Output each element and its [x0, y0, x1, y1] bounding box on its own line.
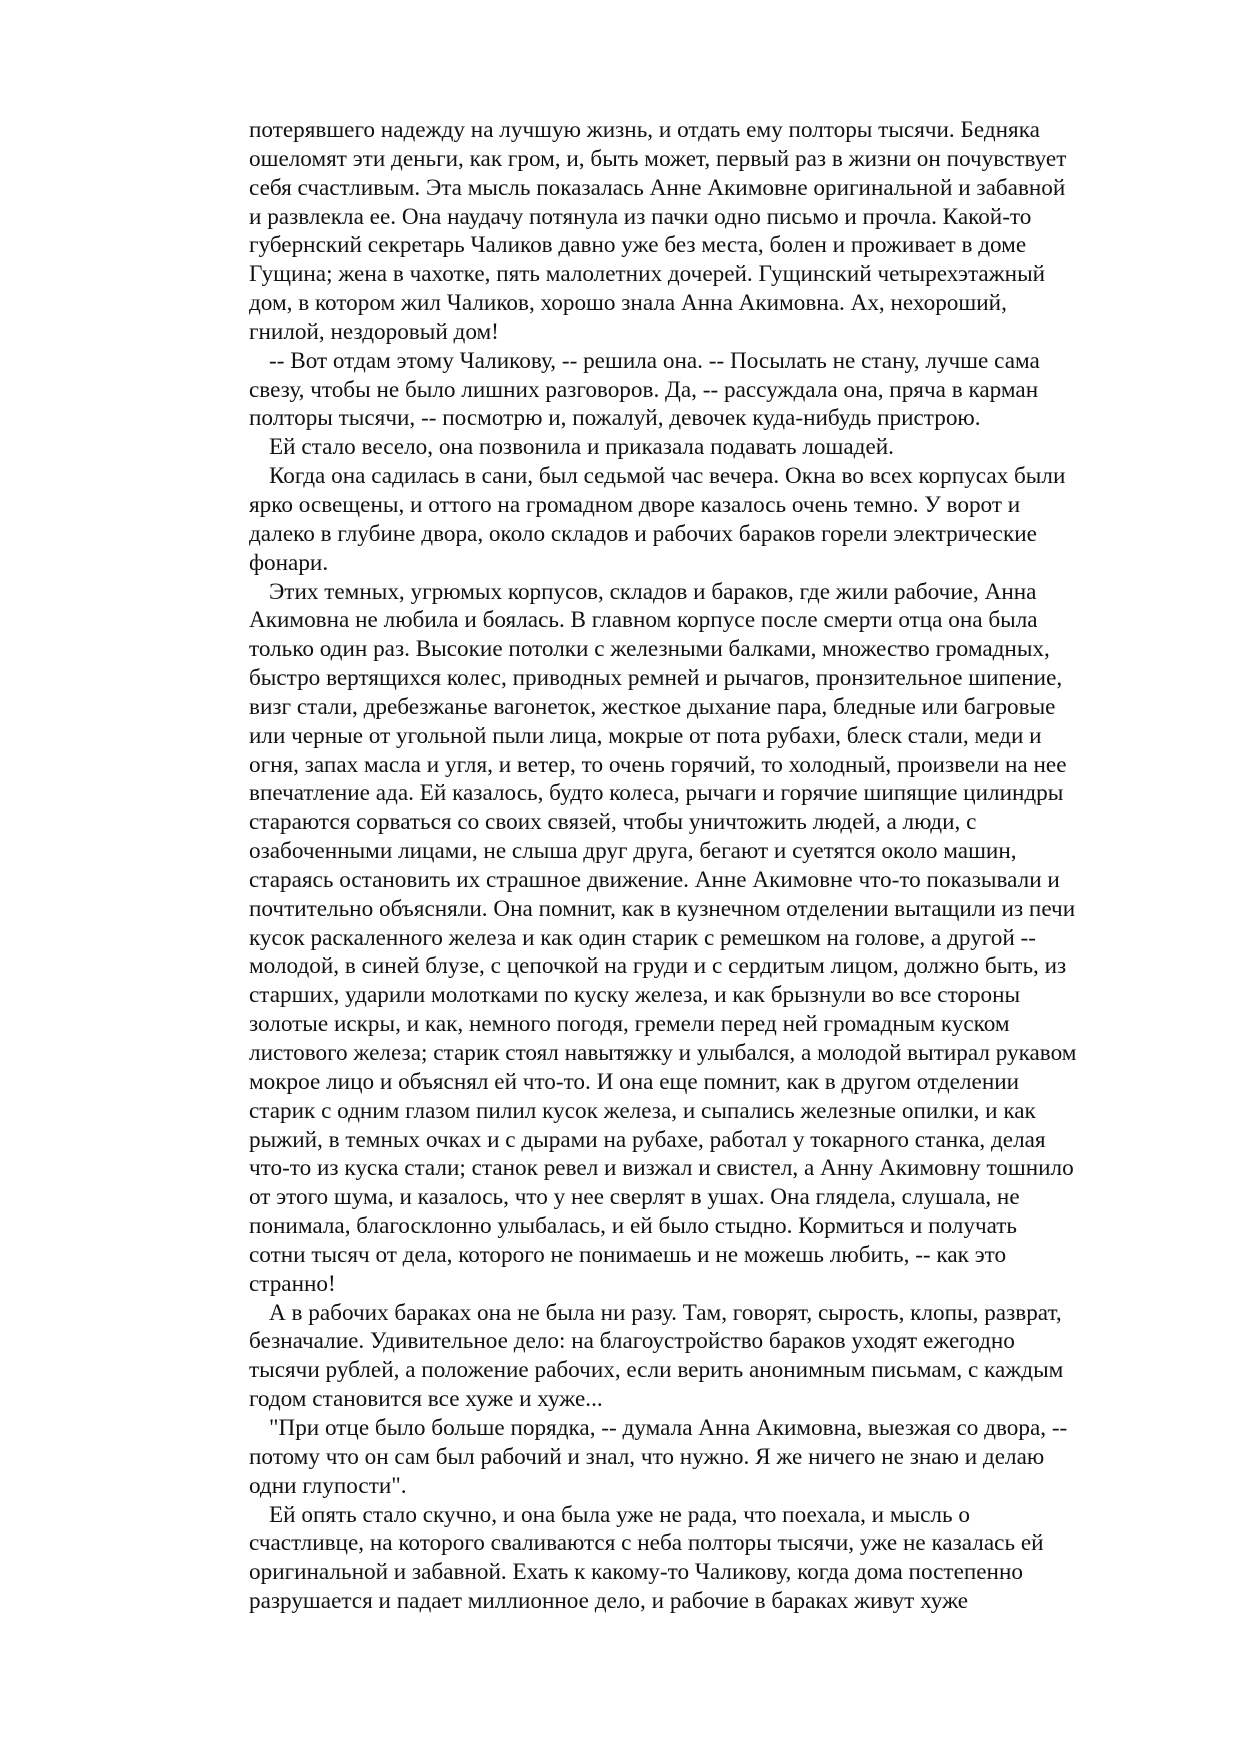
text-line: озабоченными лицами, не слыша друг друга, бегают и суетятся около машин,	[249, 838, 1017, 865]
text-line: "При отце было больше порядка, -- думала Анна Акимовна, выезжая со двора, --	[269, 1414, 1068, 1441]
text-line: безначалие. Удивительное дело: на благоустройство бараков уходят ежегодно	[249, 1328, 1015, 1355]
text-line: старших, ударили молотками по куску железа, и как брызнули во все стороны	[249, 982, 1021, 1009]
text-line: старик с одним глазом пилил кусок железа, и сыпались железные опилки, и как	[249, 1097, 1036, 1124]
text-line: быстро вертящихся колес, приводных ремней и рычагов, пронзительное шипение,	[249, 665, 1063, 692]
text-line: почтительно объясняли. Она помнит, как в кузнечном отделении вытащили из печи	[249, 895, 1076, 922]
text-line: сотни тысяч от дела, которого не понимаешь и не можешь любить, -- как это	[249, 1241, 1007, 1268]
text-line: ошеломят эти деньги, как гром, и, быть может, первый раз в жизни он почувствует	[249, 145, 1067, 172]
text-line: впечатление ада. Ей казалось, будто колеса, рычаги и горячие шипящие цилиндры	[249, 780, 1064, 807]
text-line: Гущина; жена в чахотке, пять малолетних дочерей. Гущинский четырехэтажный	[249, 261, 1046, 288]
text-line: стараются сорваться со своих связей, чтобы уничтожить людей, а люди, с	[249, 809, 977, 836]
text-line: Этих темных, угрюмых корпусов, складов и бараков, где жили рабочие, Анна	[269, 578, 1037, 605]
text-line: и развлекла ее. Она наудачу потянула из пачки одно письмо и прочла. Какой-то	[249, 203, 1032, 230]
text-line: от этого шума, и казалось, что у нее сверлят в ушах. Она глядела, слушала, не	[249, 1184, 1020, 1211]
text-line: Ей опять стало скучно, и она была уже не рада, что поехала, и мысль о	[269, 1501, 970, 1528]
text-line: разрушается и падает миллионное дело, и рабочие в бараках живут хуже	[249, 1588, 969, 1615]
text-line: А в рабочих бараках она не была ни разу. Там, говорят, сырость, клопы, разврат,	[269, 1299, 1062, 1326]
text-line: или черные от угольной пыли лица, мокрые от пота рубахи, блеск стали, меди и	[249, 722, 1042, 749]
text-line: потому что он сам был рабочий и знал, что нужно. Я же ничего не знаю и делаю	[249, 1443, 1045, 1470]
body-text	[249, 116, 1169, 1616]
text-line: странно!	[249, 1270, 336, 1297]
text-line: счастливце, на которого сваливаются с неба полторы тысячи, уже не казалась ей	[249, 1530, 1044, 1557]
text-line: годом становится все хуже и хуже...	[249, 1386, 603, 1413]
text-line: оригинальной и забавной. Ехать к какому-то Чаликову, когда дома постепенно	[249, 1559, 1023, 1586]
text-line: одни глупости".	[249, 1472, 407, 1499]
text-line: фонари.	[249, 549, 329, 576]
text-line: понимала, благосклонно улыбалась, и ей было стыдно. Кормиться и получать	[249, 1213, 1018, 1240]
text-line: Акимовна не любила и боялась. В главном корпусе после смерти отца она была	[249, 607, 1038, 634]
text-line: рыжий, в темных очках и с дырами на рубахе, работал у токарного станка, делая	[249, 1126, 1046, 1153]
text-line: листового железа; старик стоял навытяжку и улыбался, а молодой вытирал рукавом	[249, 1040, 1077, 1066]
text-line: свезу, чтобы не было лишних разговоров. Да, -- рассуждала она, пряча в карман	[249, 376, 1039, 403]
text-line: Ей стало весело, она позвонила и приказала подавать лошадей.	[269, 434, 894, 461]
text-line: визг стали, дребезжанье вагонеток, жесткое дыхание пара, бледные или багровые	[249, 693, 1056, 720]
text-line: дом, в котором жил Чаликов, хорошо знала Анна Акимовна. Ах, нехороший,	[249, 290, 1007, 317]
text-line: губернский секретарь Чаликов давно уже без места, болен и проживает в доме	[249, 232, 1027, 259]
text-line: ярко освещены, и оттого на громадном дворе казалось очень темно. У ворот и	[249, 491, 1021, 518]
text-line: полторы тысячи, -- посмотрю и, пожалуй, девочек куда-нибудь пристрою.	[249, 405, 981, 432]
text-line: только один раз. Высокие потолки с железными балками, множество громадных,	[249, 636, 1050, 663]
text-line: что-то из куска стали; станок ревел и визжал и свистел, а Анну Акимовну тошнило	[249, 1155, 1074, 1182]
text-line: потерявшего надежду на лучшую жизнь, и отдать ему полторы тысячи. Бедняка	[249, 117, 1040, 143]
text-line: золотые искры, и как, немного погодя, гремели перед ней громадным куском	[249, 1011, 1010, 1038]
text-line: кусок раскаленного железа и как один старик с ремешком на голове, а другой --	[249, 924, 1036, 951]
text-line: молодой, в синей блузе, с цепочкой на груди и с сердитым лицом, должно быть, из	[249, 953, 1067, 980]
text-line: Когда она садилась в сани, был седьмой час вечера. Окна во всех корпусах были	[269, 463, 1066, 490]
text-line: далеко в глубине двора, около складов и рабочих бараков горели электрические	[249, 520, 1037, 547]
text-line: огня, запах масла и угля, и ветер, то очень горячий, то холодный, произвели на нее	[249, 751, 1067, 778]
text-line: стараясь остановить их страшное движение. Анне Акимовне что-то показывали и	[249, 866, 1060, 893]
text-line: -- Вот отдам этому Чаликову, -- решила она. -- Посылать не стану, лучше сама	[269, 347, 1040, 374]
text-line: мокрое лицо и объяснял ей что-то. И она еще помнит, как в другом отделении	[249, 1068, 1020, 1095]
text-line: тысячи рублей, а положение рабочих, если верить анонимным письмам, с каждым	[249, 1357, 1064, 1384]
text-line: себя счастливым. Эта мысль показалась Анне Акимовне оригинальной и забавной	[249, 174, 1066, 201]
text-line: гнилой, нездоровый дом!	[249, 318, 499, 345]
